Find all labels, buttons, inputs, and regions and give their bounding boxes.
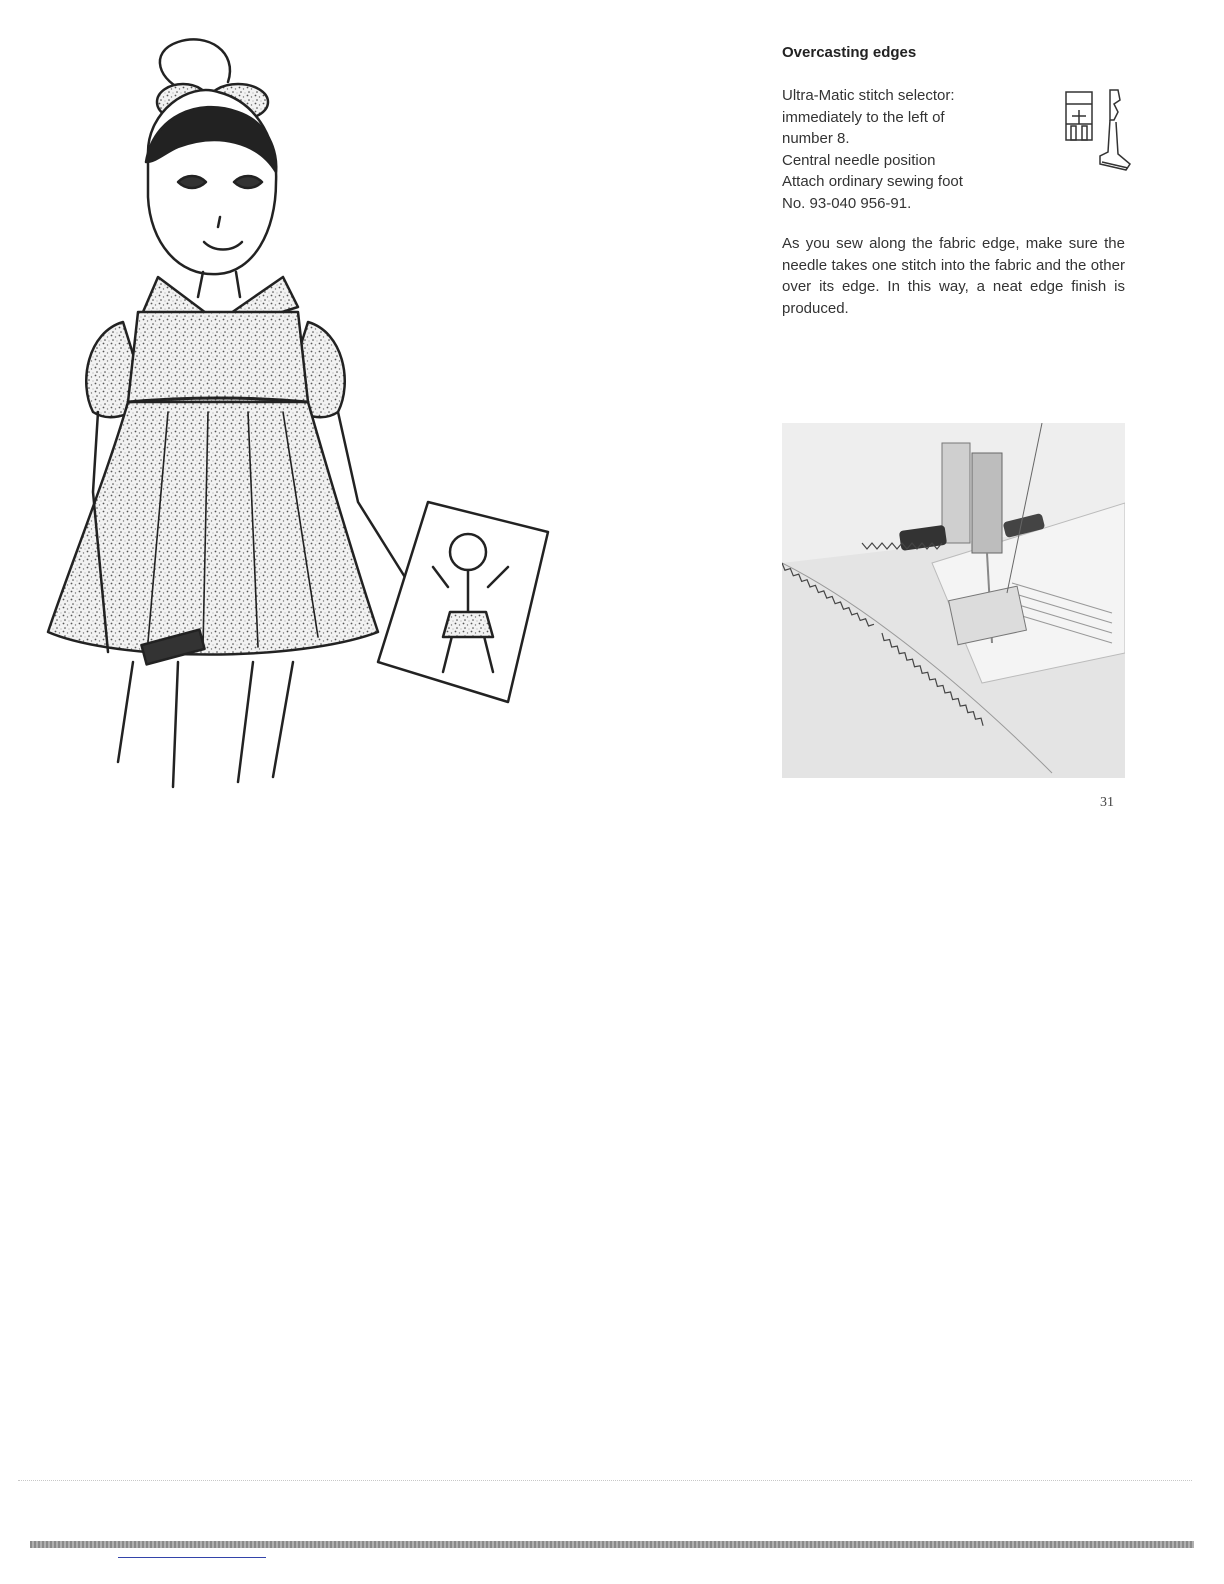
section-heading: Overcasting edges xyxy=(782,44,917,61)
instruction-paragraph: As you sew along the fabric edge, make sure the needle takes one stitch into the fabric and the other over its edge. In this way, a neat edge finish is produced. xyxy=(782,235,1125,317)
link-underline xyxy=(118,1557,266,1558)
spec-line: number 8. xyxy=(782,130,850,147)
stitch-settings xyxy=(782,85,1032,214)
sewing-foot-icon xyxy=(1060,86,1132,182)
page-number: 31 xyxy=(1100,795,1114,810)
spec-line: Ultra-Matic stitch selector: xyxy=(782,87,955,104)
scan-edge-bar xyxy=(30,1541,1194,1548)
girl-illustration xyxy=(38,22,558,797)
sewing-machine-photo xyxy=(782,423,1125,778)
spec-line: Attach ordinary sewing foot xyxy=(782,173,963,190)
page-divider xyxy=(18,1480,1192,1481)
spec-line: Central needle position xyxy=(782,151,936,169)
spec-line: immediately to the left of xyxy=(782,108,945,126)
spec-line: No. 93-040 956-91. xyxy=(782,194,912,212)
